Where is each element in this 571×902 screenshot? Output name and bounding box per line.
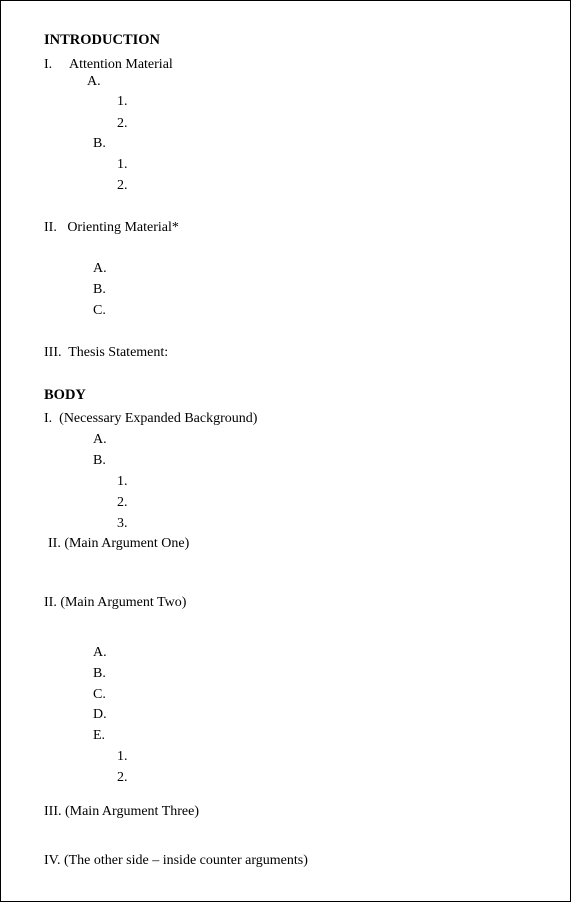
- body-section-3-sub-e: E.: [93, 728, 106, 743]
- body-section-3-sub-b: B.: [93, 666, 106, 681]
- body-section-1-sub-b-item-2: 2.: [117, 495, 128, 510]
- body-section-1-sub-a: A.: [93, 432, 107, 447]
- introduction-heading: INTRODUCTION: [44, 32, 161, 48]
- body-section-3-sub-d: D.: [93, 707, 107, 722]
- intro-section-2-sub-c: C.: [93, 303, 106, 318]
- intro-section-1-numeral: I.: [44, 57, 53, 72]
- body-section-3-sub-a: A.: [93, 645, 107, 660]
- body-section-1-sub-b: B.: [93, 453, 106, 468]
- intro-section-1-sub-a: A.: [87, 74, 101, 89]
- intro-section-1-sub-a-item-2: 2.: [117, 116, 128, 131]
- intro-section-1-sub-a-item-1: 1.: [117, 94, 128, 109]
- body-heading: BODY: [44, 387, 86, 403]
- body-section-1-sub-b-item-3: 3.: [117, 516, 128, 531]
- body-section-1-label: I. (Necessary Expanded Background): [44, 411, 258, 426]
- intro-section-1-sub-b: B.: [93, 136, 106, 151]
- intro-section-2-label: II. Orienting Material*: [44, 220, 179, 235]
- intro-section-2-sub-b: B.: [93, 282, 106, 297]
- intro-section-1-sub-b-item-2: 2.: [117, 178, 128, 193]
- body-section-4-label: III. (Main Argument Three): [44, 804, 199, 819]
- intro-section-3-label: III. Thesis Statement:: [44, 345, 169, 360]
- intro-section-1-sub-b-item-1: 1.: [117, 157, 128, 172]
- body-section-3-sub-e-item-2: 2.: [117, 770, 128, 785]
- body-section-3-label: II. (Main Argument Two): [44, 595, 187, 610]
- body-section-5-label: IV. (The other side – inside counter arguments): [44, 853, 308, 868]
- intro-section-1-title: Attention Material: [69, 57, 173, 72]
- body-section-2-label: II. (Main Argument One): [48, 536, 190, 551]
- body-section-3-sub-e-item-1: 1.: [117, 749, 128, 764]
- intro-section-2-sub-a: A.: [93, 261, 107, 276]
- body-section-1-sub-b-item-1: 1.: [117, 474, 128, 489]
- body-section-3-sub-c: C.: [93, 687, 106, 702]
